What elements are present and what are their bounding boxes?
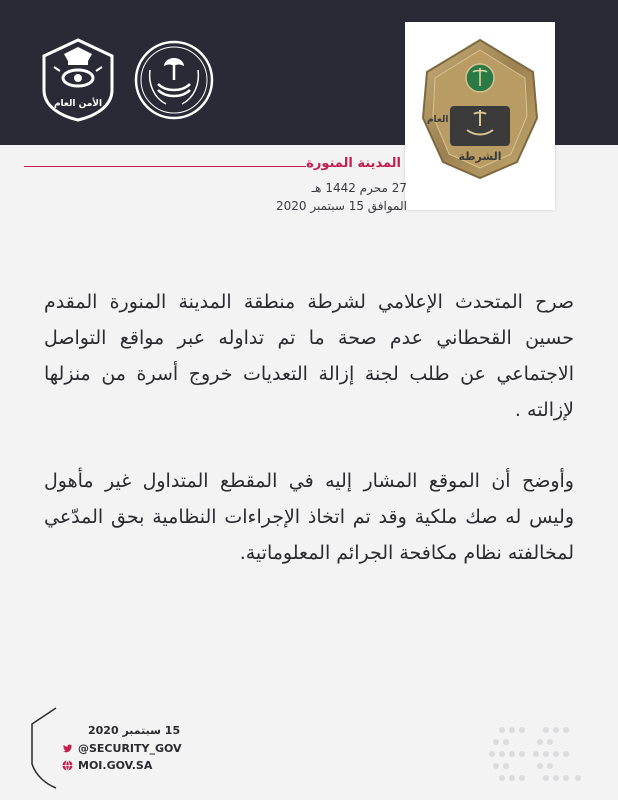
decorative-dot-pattern bbox=[488, 722, 588, 786]
date-gregorian: الموافق 15 سبتمبر 2020 bbox=[276, 199, 407, 213]
saudi-emblem-logo bbox=[134, 40, 214, 120]
statement-paragraph: وأوضح أن الموقع المشار إليه في المقطع المتداول غير مأهول وليس له صك ملكية وقد تم اتخاذ الإجراءات النظامية بحق المدّعي لمخالفته نظام مكافحة الجرائم المعلوماتية. bbox=[44, 470, 574, 564]
security-logo-text: الأمن العام bbox=[53, 99, 103, 109]
globe-icon bbox=[62, 760, 73, 771]
twitter-handle: @SECURITY_GOV bbox=[78, 742, 182, 755]
public-security-logo bbox=[38, 38, 118, 122]
website-url: MOI.GOV.SA bbox=[78, 759, 153, 772]
badge-top-text: الأمن العام bbox=[426, 115, 476, 125]
region-title: المدينة المنورة bbox=[306, 156, 401, 171]
statement-body bbox=[44, 284, 574, 571]
footer-date: 15 سبتمبر 2020 bbox=[88, 724, 181, 737]
statement-paragraph: صرح المتحدث الإعلامي لشرطة منطقة المدينة المنورة المقدم حسين القحطاني عدم صحة ما تم تداوله عبر مواقع التواصل الاجتماعي عن طلب لجنة إزالة التعديات خروج أسرة من منزلها لإزالته . bbox=[44, 291, 574, 421]
twitter-row[interactable] bbox=[62, 742, 182, 755]
website-row[interactable] bbox=[62, 759, 152, 772]
twitter-icon bbox=[62, 743, 73, 754]
region-divider bbox=[24, 166, 306, 167]
police-badge bbox=[405, 22, 555, 210]
date-hijri: 27 محرم 1442 هـ bbox=[311, 181, 407, 195]
badge-bottom-text: الشرطة bbox=[458, 150, 502, 163]
